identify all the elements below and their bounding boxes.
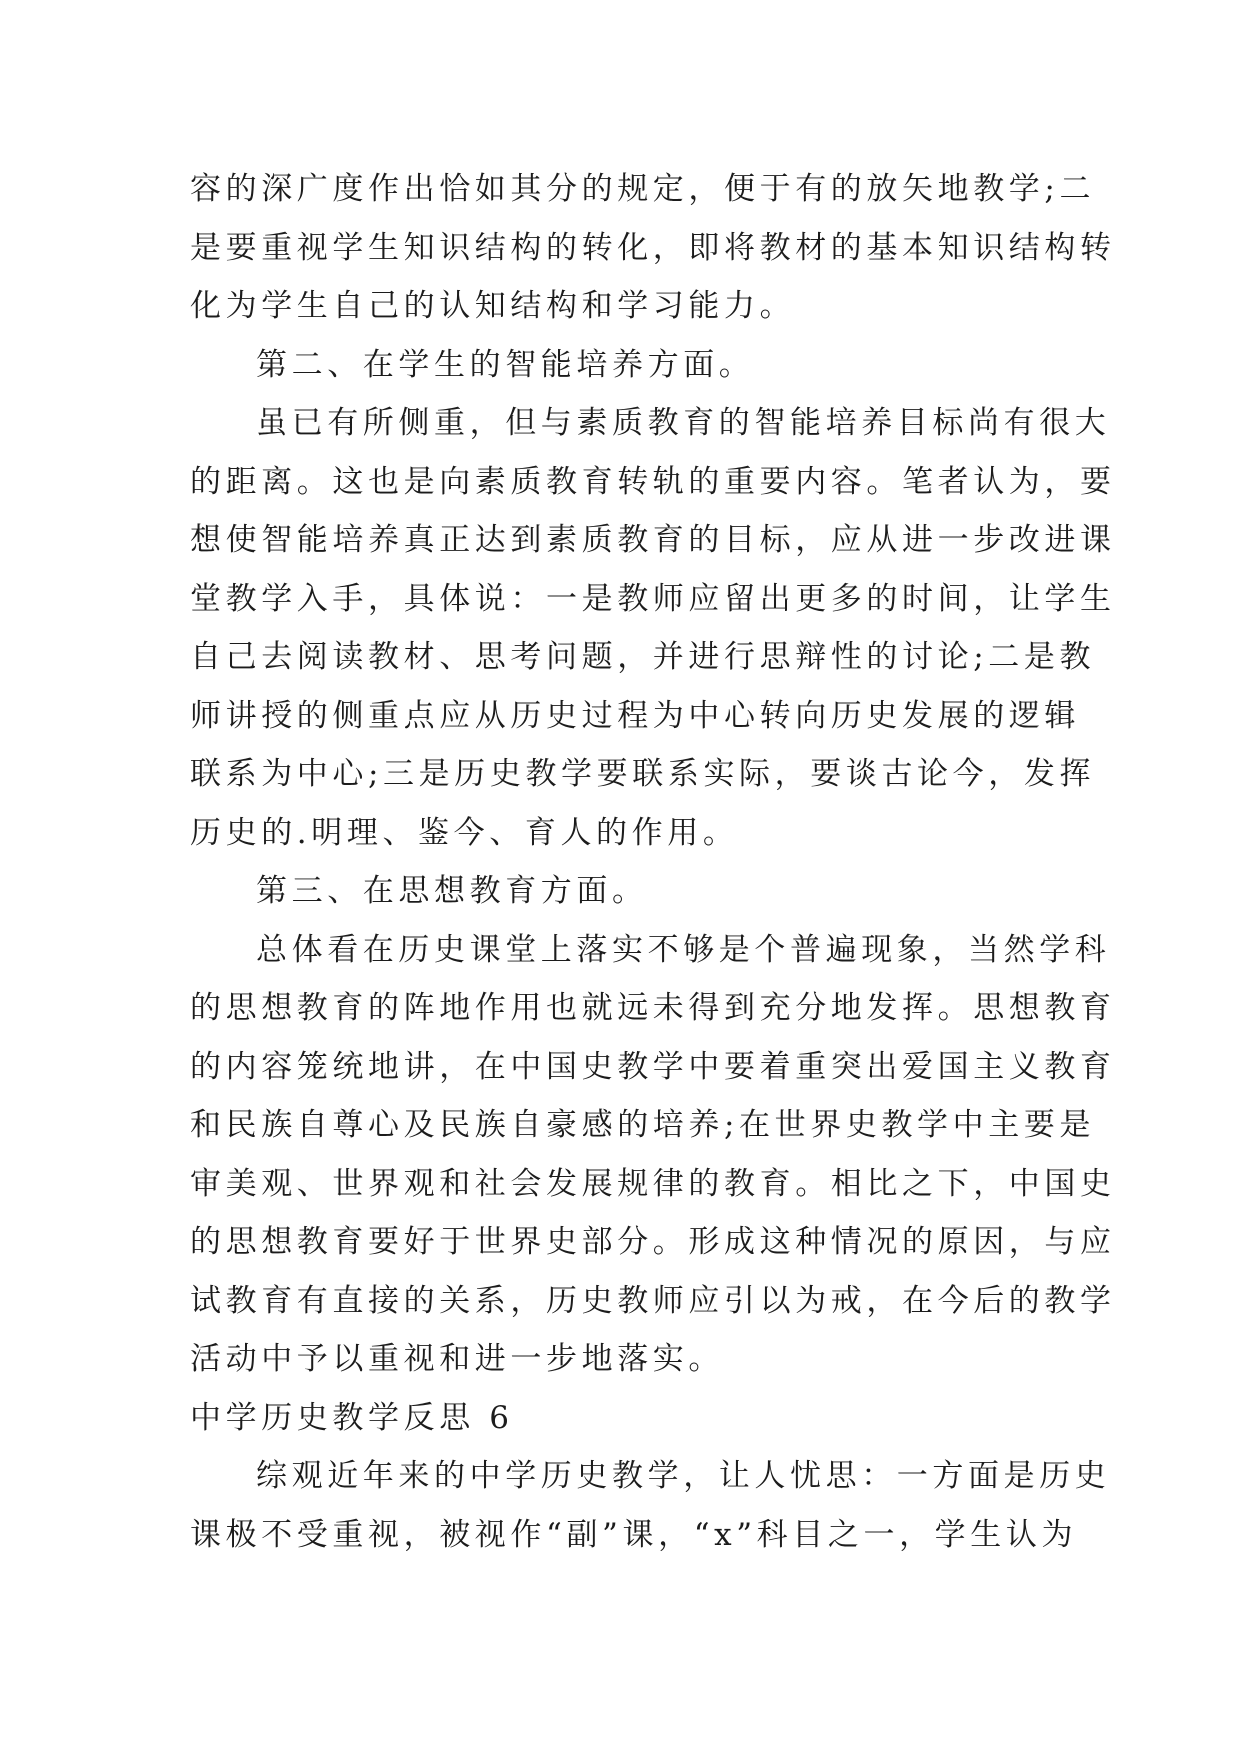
- paragraph-start: 虽已有所侧重，但与素质教育的智能培养目标尚有很大: [256, 405, 1111, 441]
- text-line: 自己去阅读教材、思考问题，并进行思辩性的讨论;二是教: [190, 639, 1096, 675]
- text-line: 是要重视学生知识结构的转化，即将教材的基本知识结构转: [190, 229, 1116, 266]
- text-line: 和民族自尊心及民族自豪感的培养;在世界史教学中主要是: [190, 1107, 1096, 1143]
- text-line: 历史的.明理、鉴今、育人的作用。: [190, 814, 739, 851]
- article-title: 中学历史教学反思 6: [190, 1399, 514, 1436]
- text-line: 的距离。这也是向素质教育转轨的重要内容。笔者认为，要: [190, 463, 1116, 500]
- paragraph-start: 综观近年来的中学历史教学，让人忧思：一方面是历史: [256, 1458, 1111, 1494]
- text-line: 试教育有直接的关系，历史教师应引以为戒，在今后的教学: [190, 1282, 1116, 1319]
- text-line: 想使智能培养真正达到素质教育的目标，应从进一步改进课: [190, 522, 1116, 558]
- text-line: 容的深广度作出恰如其分的规定，便于有的放矢地教学;二: [190, 171, 1096, 207]
- paragraph-start: 总体看在历史课堂上落实不够是个普遍现象，当然学科: [256, 931, 1111, 968]
- text-line: 化为学生自己的认知结构和学习能力。: [190, 288, 796, 324]
- text-line: 师讲授的侧重点应从历史过程为中心转向历史发展的逻辑: [190, 697, 1080, 734]
- text-line: 活动中予以重视和进一步地落实。: [190, 1341, 724, 1377]
- text-line: 审美观、世界观和社会发展规律的教育。相比之下，中国史: [190, 1165, 1116, 1202]
- text-line: 的思想教育的阵地作用也就远未得到充分地发挥。思想教育: [190, 990, 1116, 1026]
- text-line: 的思想教育要好于世界史部分。形成这种情况的原因，与应: [190, 1224, 1116, 1260]
- text-line: 堂教学入手，具体说：一是教师应留出更多的时间，让学生: [190, 580, 1116, 617]
- section-heading: 第三、在思想教育方面。: [256, 873, 648, 909]
- text-line: 课极不受重视，被视作“副”课，“x”科目之一，学生认为: [190, 1516, 1078, 1553]
- section-heading: 第二、在学生的智能培养方面。: [256, 346, 755, 383]
- text-line: 的内容笼统地讲，在中国史教学中要着重突出爱国主义教育: [190, 1048, 1116, 1085]
- body-text: [190, 160, 1116, 1564]
- text-line: 联系为中心;三是历史教学要联系实际，要谈古论今，发挥: [190, 756, 1096, 792]
